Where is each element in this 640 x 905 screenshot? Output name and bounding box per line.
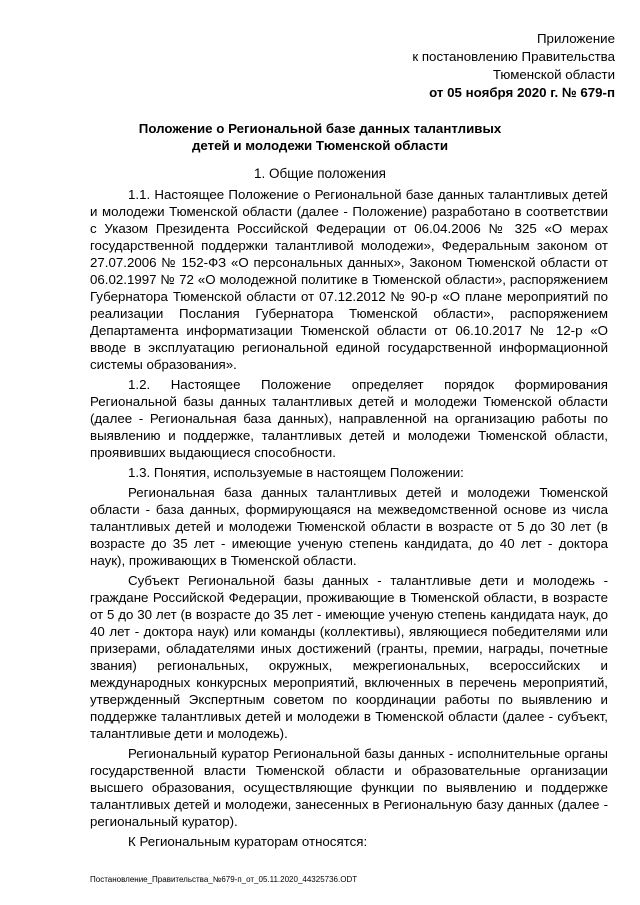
paragraph-1-1: 1.1. Настоящее Положение о Региональной базе данных талантливых детей и молодежи Тюменской области (далее - Положение) разработано в соответствии с Указом Президента Российской Федерации от 06.04.2006 № 325 «О мерах государственной поддержки талантливой молодежи», Федеральным законом от 27.07.2006 № 152-ФЗ «О персональных данных», Законом Тюменской области от 06.02.1997 № 72 «О молодежной политике в Тюменской области», распоряжением Губернатора Тюменской области от 07.12.2012 № 90-р «О плане мероприятий по реализации Послания Губернатора Тюменской области», распоряжением Департамента информатизации Тюменской области от 06.10.2017 № 12-р «О вводе в эксплуатацию региональной единой государственной информационной системы образования». xyxy=(90,187,608,372)
appendix-region: Тюменской области xyxy=(492,67,615,82)
appendix-resolution: к постановлению Правительства xyxy=(412,49,615,64)
appendix-label: Приложение xyxy=(537,31,615,46)
document-title xyxy=(80,120,560,154)
document-body xyxy=(90,186,608,850)
paragraph-definition-curator: Региональный куратор Региональной базы данных - исполнительные органы государственной власти Тюменской области и образовательные организации высшего образования, осуществляющие функции по выявлению и поддержке талантливых детей и молодежи, занесенных в Региональную базу данных (далее - региональный куратор). xyxy=(90,746,608,829)
paragraph-curators-list-intro: К Региональным кураторам относятся: xyxy=(128,834,368,849)
footer-filename: Постановление_Правительства_№679-п_от_05.11.2020_44325736.ODT xyxy=(90,875,358,884)
paragraph-1-2: 1.2. Настоящее Положение определяет порядок формирования Региональной базы данных талантливых детей и молодежи Тюменской области (далее - Региональная база данных), направленной на организацию работы по выявлению и поддержке, талантливых детей и молодежи Тюменской области, проявивших выдающиеся способности. xyxy=(90,377,608,460)
paragraph-1-3: 1.3. Понятия, используемые в настоящем Положении: xyxy=(128,465,464,480)
document-title-line-2: детей и молодежи Тюменской области xyxy=(191,138,449,153)
document-title-line-1: Положение о Региональной базе данных талантливых xyxy=(138,121,502,136)
paragraph-definition-database: Региональная база данных талантливых детей и молодежи Тюменской области - база данных, формирующаяся на межведомственной основе из числа талантливых детей и молодежи Тюменской области в возрасте от 5 до 30 лет (в возрасте до 35 лет - имеющие ученую степень кандидата, до 40 лет - доктора наук), проживающих в Тюменской области. xyxy=(90,485,608,568)
appendix-date-number: от 05 ноября 2020 г. № 679-п xyxy=(429,85,615,100)
paragraph-definition-subject: Субъект Региональной базы данных - талантливые дети и молодежь - граждане Российской Федерации, проживающие в Тюменской области, в возрасте от 5 до 30 лет (в возрасте до 35 лет - имеющие ученую степень кандидата наук, до 40 лет - доктора наук) или команды (коллективы), являющиеся победителями или призерами, обладателями иных достижений (гранты, премии, награды, почетные звания) региональных, окружных, межрегиональных, всероссийских и международных конкурсных мероприятий, включенных в перечень мероприятий, утвержденный Экспертным советом по координации работы по выявлению и поддержке талантливых детей и молодежи в Тюменской области (далее - субъект, талантливые дети и молодежь). xyxy=(90,573,608,741)
appendix-block xyxy=(315,30,615,102)
section-heading: 1. Общие положения xyxy=(254,166,386,181)
